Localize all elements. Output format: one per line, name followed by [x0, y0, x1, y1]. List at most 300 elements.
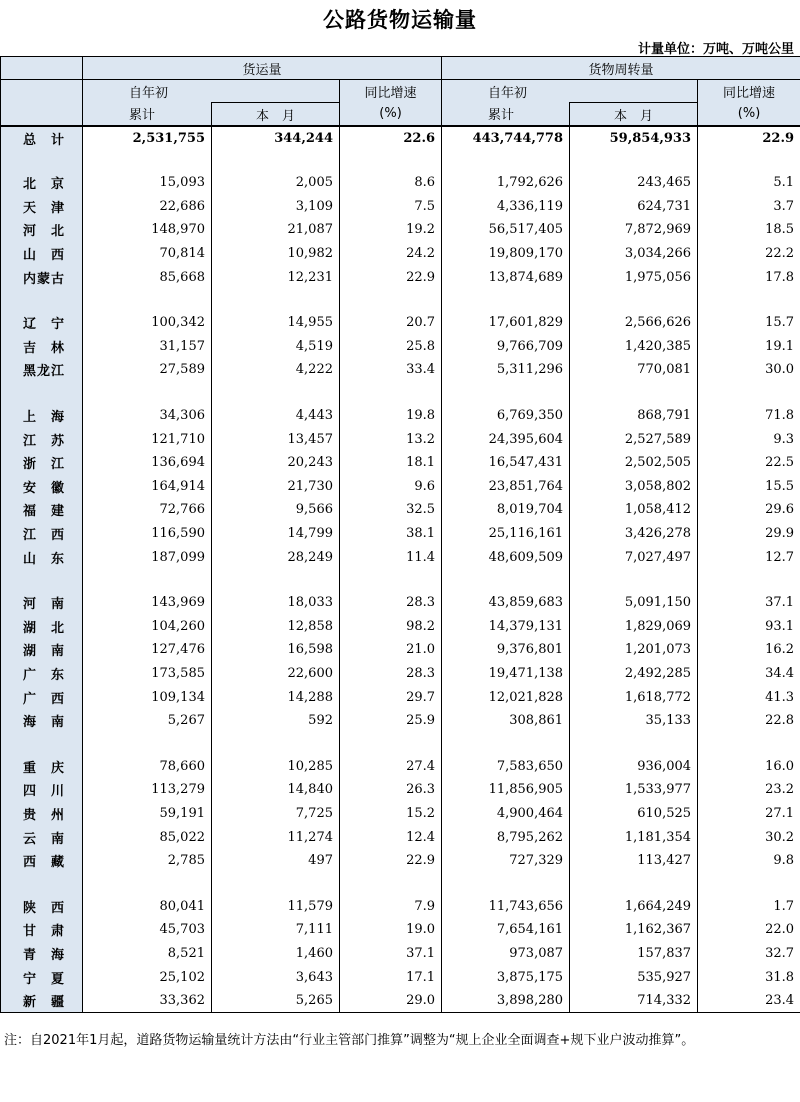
freight-cumulative: 109,134	[83, 685, 212, 709]
row-name: 上海	[1, 404, 83, 428]
turnover-month: 1,829,069	[570, 615, 698, 639]
turnover-cumulative: 5,311,296	[442, 358, 570, 382]
empty-cell	[442, 872, 570, 894]
freight-month: 14,955	[212, 311, 340, 335]
empty-cell	[212, 149, 340, 171]
freight-month: 21,087	[212, 218, 340, 242]
freight-cumulative: 45,703	[83, 918, 212, 942]
turnover-month: 2,527,589	[570, 427, 698, 451]
row-name: 吉林	[1, 335, 83, 359]
table-row	[1, 358, 800, 382]
turnover-cumulative: 24,395,604	[442, 427, 570, 451]
turnover-month: 157,837	[570, 942, 698, 966]
freight-cumulative: 113,279	[83, 778, 212, 802]
row-name: 辽宁	[1, 311, 83, 335]
freight-yoy: 17.1	[340, 965, 442, 989]
freight-yoy: 9.6	[340, 475, 442, 499]
turnover-month: 1,181,354	[570, 825, 698, 849]
turnover-yoy: 22.2	[698, 242, 800, 266]
turnover-yoy: 16.2	[698, 638, 800, 662]
turnover-cumulative: 13,874,689	[442, 265, 570, 289]
table-row	[1, 171, 800, 195]
freight-month: 592	[212, 709, 340, 733]
freight-yoy: 7.5	[340, 195, 442, 219]
turnover-month: 2,502,505	[570, 451, 698, 475]
table-row	[1, 498, 800, 522]
turnover-month: 1,533,977	[570, 778, 698, 802]
freight-cumulative: 2,531,755	[83, 126, 212, 149]
table-row	[1, 685, 800, 709]
turnover-cumulative: 8,795,262	[442, 825, 570, 849]
freight-yoy: 29.7	[340, 685, 442, 709]
freight-cumulative: 70,814	[83, 242, 212, 266]
empty-cell	[698, 872, 800, 894]
freight-month: 11,274	[212, 825, 340, 849]
turnover-month: 1,618,772	[570, 685, 698, 709]
freight-yoy: 7.9	[340, 894, 442, 918]
freight-yoy: 12.4	[340, 825, 442, 849]
freight-month: 10,285	[212, 754, 340, 778]
header-yoy-unit: (%)	[698, 103, 800, 127]
turnover-month: 868,791	[570, 404, 698, 428]
turnover-yoy: 30.2	[698, 825, 800, 849]
turnover-month: 2,566,626	[570, 311, 698, 335]
freight-yoy: 28.3	[340, 591, 442, 615]
turnover-yoy: 29.9	[698, 522, 800, 546]
row-name: 甘肃	[1, 918, 83, 942]
empty-cell	[442, 149, 570, 171]
turnover-cumulative: 19,809,170	[442, 242, 570, 266]
freight-month: 22,600	[212, 662, 340, 686]
header-turnover: 货物周转量	[442, 57, 800, 80]
freight-cumulative: 173,585	[83, 662, 212, 686]
row-name: 江苏	[1, 427, 83, 451]
table-row	[1, 638, 800, 662]
empty-cell	[340, 732, 442, 754]
turnover-month: 1,162,367	[570, 918, 698, 942]
empty-cell	[340, 872, 442, 894]
freight-month: 344,244	[212, 126, 340, 149]
turnover-yoy: 27.1	[698, 802, 800, 826]
table-row	[1, 522, 800, 546]
header-ytd: 自年初	[442, 80, 698, 103]
turnover-cumulative: 3,898,280	[442, 989, 570, 1013]
freight-month: 10,982	[212, 242, 340, 266]
freight-cumulative: 5,267	[83, 709, 212, 733]
empty-cell	[570, 732, 698, 754]
turnover-yoy: 15.7	[698, 311, 800, 335]
empty-cell	[83, 149, 212, 171]
freight-yoy: 8.6	[340, 171, 442, 195]
turnover-cumulative: 7,583,650	[442, 754, 570, 778]
freight-yoy: 24.2	[340, 242, 442, 266]
freight-month: 7,111	[212, 918, 340, 942]
row-name: 浙江	[1, 451, 83, 475]
freight-cumulative: 85,022	[83, 825, 212, 849]
empty-cell	[83, 382, 212, 404]
freight-yoy: 98.2	[340, 615, 442, 639]
turnover-cumulative: 11,856,905	[442, 778, 570, 802]
header-corner	[1, 80, 83, 103]
spacer-row	[1, 872, 800, 894]
row-name: 内蒙古	[1, 265, 83, 289]
header-month: 本 月	[570, 103, 698, 127]
table-row	[1, 404, 800, 428]
empty-cell	[698, 289, 800, 311]
turnover-month: 610,525	[570, 802, 698, 826]
table-row	[1, 242, 800, 266]
turnover-yoy: 37.1	[698, 591, 800, 615]
freight-yoy: 22.9	[340, 849, 442, 873]
freight-cumulative: 187,099	[83, 545, 212, 569]
unit-label: 计量单位：万吨、万吨公里	[637, 42, 794, 57]
row-name: 陕西	[1, 894, 83, 918]
turnover-cumulative: 7,654,161	[442, 918, 570, 942]
turnover-yoy: 71.8	[698, 404, 800, 428]
turnover-yoy: 17.8	[698, 265, 800, 289]
turnover-yoy: 9.3	[698, 427, 800, 451]
freight-cumulative: 143,969	[83, 591, 212, 615]
page-title: 公路货物运输量	[323, 8, 477, 32]
spacer-row	[1, 732, 800, 754]
freight-month: 21,730	[212, 475, 340, 499]
freight-cumulative: 33,362	[83, 989, 212, 1013]
freight-cumulative: 2,785	[83, 849, 212, 873]
turnover-yoy: 9.8	[698, 849, 800, 873]
turnover-month: 3,426,278	[570, 522, 698, 546]
table-row	[1, 451, 800, 475]
freight-yoy: 19.8	[340, 404, 442, 428]
total-row	[1, 126, 800, 149]
empty-cell	[570, 289, 698, 311]
row-name: 广东	[1, 662, 83, 686]
turnover-cumulative: 14,379,131	[442, 615, 570, 639]
row-name	[1, 149, 83, 171]
table-row	[1, 989, 800, 1013]
freight-yoy: 32.5	[340, 498, 442, 522]
row-name: 新疆	[1, 989, 83, 1013]
freight-cumulative: 27,589	[83, 358, 212, 382]
freight-cumulative: 31,157	[83, 335, 212, 359]
row-name: 福建	[1, 498, 83, 522]
table-row	[1, 615, 800, 639]
turnover-yoy: 22.5	[698, 451, 800, 475]
table-row	[1, 662, 800, 686]
freight-yoy: 11.4	[340, 545, 442, 569]
empty-cell	[83, 732, 212, 754]
row-name: 安徽	[1, 475, 83, 499]
turnover-yoy: 18.5	[698, 218, 800, 242]
turnover-month: 1,420,385	[570, 335, 698, 359]
turnover-yoy: 16.0	[698, 754, 800, 778]
freight-month: 7,725	[212, 802, 340, 826]
table-row	[1, 825, 800, 849]
table-row	[1, 894, 800, 918]
freight-month: 2,005	[212, 171, 340, 195]
freight-month: 18,033	[212, 591, 340, 615]
freight-yoy: 22.9	[340, 265, 442, 289]
freight-table	[0, 56, 800, 1013]
table-row	[1, 195, 800, 219]
freight-cumulative: 72,766	[83, 498, 212, 522]
turnover-month: 1,058,412	[570, 498, 698, 522]
row-name: 海南	[1, 709, 83, 733]
freight-cumulative: 85,668	[83, 265, 212, 289]
row-name: 总 计	[1, 126, 83, 149]
turnover-month: 714,332	[570, 989, 698, 1013]
turnover-yoy: 30.0	[698, 358, 800, 382]
row-name: 四川	[1, 778, 83, 802]
turnover-cumulative: 8,019,704	[442, 498, 570, 522]
turnover-cumulative: 19,471,138	[442, 662, 570, 686]
table-row	[1, 802, 800, 826]
freight-cumulative: 15,093	[83, 171, 212, 195]
freight-cumulative: 116,590	[83, 522, 212, 546]
turnover-month: 624,731	[570, 195, 698, 219]
empty-cell	[698, 569, 800, 591]
freight-month: 12,231	[212, 265, 340, 289]
freight-month: 13,457	[212, 427, 340, 451]
freight-month: 5,265	[212, 989, 340, 1013]
turnover-month: 1,201,073	[570, 638, 698, 662]
freight-month: 3,643	[212, 965, 340, 989]
freight-yoy: 19.2	[340, 218, 442, 242]
header-yoy: 同比增速	[340, 80, 442, 103]
turnover-yoy: 41.3	[698, 685, 800, 709]
row-name: 山东	[1, 545, 83, 569]
turnover-yoy: 15.5	[698, 475, 800, 499]
turnover-month: 243,465	[570, 171, 698, 195]
turnover-yoy: 34.4	[698, 662, 800, 686]
turnover-cumulative: 16,547,431	[442, 451, 570, 475]
freight-yoy: 38.1	[340, 522, 442, 546]
row-name: 河南	[1, 591, 83, 615]
turnover-cumulative: 6,769,350	[442, 404, 570, 428]
turnover-month: 59,854,933	[570, 126, 698, 149]
header-corner	[1, 57, 83, 80]
turnover-month: 535,927	[570, 965, 698, 989]
turnover-cumulative: 23,851,764	[442, 475, 570, 499]
row-name: 贵州	[1, 802, 83, 826]
freight-month: 4,443	[212, 404, 340, 428]
row-name: 重庆	[1, 754, 83, 778]
freight-yoy: 13.2	[340, 427, 442, 451]
turnover-cumulative: 12,021,828	[442, 685, 570, 709]
turnover-cumulative: 3,875,175	[442, 965, 570, 989]
turnover-cumulative: 308,861	[442, 709, 570, 733]
turnover-month: 113,427	[570, 849, 698, 873]
empty-cell	[340, 289, 442, 311]
empty-cell	[570, 569, 698, 591]
spacer-row	[1, 289, 800, 311]
freight-cumulative: 136,694	[83, 451, 212, 475]
turnover-cumulative: 973,087	[442, 942, 570, 966]
header-cumulative: 累计	[442, 103, 570, 127]
empty-cell	[698, 732, 800, 754]
row-name: 江西	[1, 522, 83, 546]
turnover-yoy: 29.6	[698, 498, 800, 522]
turnover-cumulative: 56,517,405	[442, 218, 570, 242]
freight-cumulative: 22,686	[83, 195, 212, 219]
table-row	[1, 545, 800, 569]
freight-yoy: 25.9	[340, 709, 442, 733]
turnover-month: 7,027,497	[570, 545, 698, 569]
row-name: 北京	[1, 171, 83, 195]
freight-month: 16,598	[212, 638, 340, 662]
turnover-yoy: 22.0	[698, 918, 800, 942]
header-ytd: 自年初	[83, 80, 340, 103]
turnover-cumulative: 727,329	[442, 849, 570, 873]
empty-cell	[570, 382, 698, 404]
empty-cell	[570, 149, 698, 171]
empty-cell	[83, 289, 212, 311]
table-row	[1, 218, 800, 242]
header-yoy-unit: (%)	[340, 103, 442, 127]
empty-cell	[212, 732, 340, 754]
row-name: 天津	[1, 195, 83, 219]
turnover-cumulative: 25,116,161	[442, 522, 570, 546]
table-row	[1, 849, 800, 873]
table-row	[1, 475, 800, 499]
header-cumulative: 累计	[83, 103, 212, 127]
row-name: 湖北	[1, 615, 83, 639]
turnover-cumulative: 43,859,683	[442, 591, 570, 615]
empty-cell	[698, 382, 800, 404]
freight-cumulative: 34,306	[83, 404, 212, 428]
row-name: 云南	[1, 825, 83, 849]
turnover-cumulative: 11,743,656	[442, 894, 570, 918]
freight-month: 14,288	[212, 685, 340, 709]
turnover-month: 770,081	[570, 358, 698, 382]
freight-yoy: 19.0	[340, 918, 442, 942]
table-row	[1, 335, 800, 359]
turnover-cumulative: 9,376,801	[442, 638, 570, 662]
freight-month: 3,109	[212, 195, 340, 219]
row-name	[1, 569, 83, 591]
freight-month: 1,460	[212, 942, 340, 966]
turnover-month: 7,872,969	[570, 218, 698, 242]
row-name	[1, 382, 83, 404]
spacer-row	[1, 382, 800, 404]
freight-yoy: 22.6	[340, 126, 442, 149]
turnover-yoy: 22.8	[698, 709, 800, 733]
turnover-month: 35,133	[570, 709, 698, 733]
table-row	[1, 265, 800, 289]
header-month: 本 月	[212, 103, 340, 127]
table-row	[1, 311, 800, 335]
empty-cell	[442, 569, 570, 591]
empty-cell	[340, 149, 442, 171]
row-name: 宁夏	[1, 965, 83, 989]
freight-cumulative: 127,476	[83, 638, 212, 662]
row-name: 广西	[1, 685, 83, 709]
table-row	[1, 965, 800, 989]
table-row	[1, 754, 800, 778]
empty-cell	[570, 872, 698, 894]
turnover-yoy: 1.7	[698, 894, 800, 918]
turnover-month: 3,058,802	[570, 475, 698, 499]
freight-yoy: 29.0	[340, 989, 442, 1013]
footnote: 注：自2021年1月起，道路货物运输量统计方法由“行业主管部门推算”调整为“规上企业全面调查+规下业户波动推算”。	[4, 1033, 695, 1048]
empty-cell	[212, 289, 340, 311]
freight-yoy: 25.8	[340, 335, 442, 359]
freight-month: 28,249	[212, 545, 340, 569]
table-row	[1, 778, 800, 802]
spacer-row	[1, 569, 800, 591]
freight-cumulative: 164,914	[83, 475, 212, 499]
turnover-cumulative: 9,766,709	[442, 335, 570, 359]
turnover-yoy: 32.7	[698, 942, 800, 966]
freight-cumulative: 78,660	[83, 754, 212, 778]
freight-month: 14,799	[212, 522, 340, 546]
turnover-month: 2,492,285	[570, 662, 698, 686]
freight-yoy: 37.1	[340, 942, 442, 966]
turnover-yoy: 23.4	[698, 989, 800, 1013]
row-name: 西藏	[1, 849, 83, 873]
freight-cumulative: 104,260	[83, 615, 212, 639]
turnover-yoy: 12.7	[698, 545, 800, 569]
freight-cumulative: 8,521	[83, 942, 212, 966]
table-row	[1, 709, 800, 733]
row-name	[1, 289, 83, 311]
row-name: 黑龙江	[1, 358, 83, 382]
empty-cell	[83, 569, 212, 591]
freight-yoy: 26.3	[340, 778, 442, 802]
freight-yoy: 20.7	[340, 311, 442, 335]
freight-yoy: 28.3	[340, 662, 442, 686]
row-name: 山西	[1, 242, 83, 266]
freight-month: 12,858	[212, 615, 340, 639]
freight-month: 497	[212, 849, 340, 873]
empty-cell	[698, 149, 800, 171]
row-name: 湖南	[1, 638, 83, 662]
turnover-cumulative: 4,336,119	[442, 195, 570, 219]
turnover-yoy: 22.9	[698, 126, 800, 149]
header-freight-volume: 货运量	[83, 57, 442, 80]
freight-yoy: 33.4	[340, 358, 442, 382]
turnover-yoy: 3.7	[698, 195, 800, 219]
turnover-month: 936,004	[570, 754, 698, 778]
freight-yoy: 18.1	[340, 451, 442, 475]
empty-cell	[442, 289, 570, 311]
turnover-cumulative: 4,900,464	[442, 802, 570, 826]
turnover-yoy: 23.2	[698, 778, 800, 802]
row-name	[1, 872, 83, 894]
freight-month: 11,579	[212, 894, 340, 918]
freight-yoy: 27.4	[340, 754, 442, 778]
header-yoy: 同比增速	[698, 80, 800, 103]
header-corner	[1, 103, 83, 127]
table-row	[1, 591, 800, 615]
turnover-cumulative: 443,744,778	[442, 126, 570, 149]
row-name: 河北	[1, 218, 83, 242]
table-row	[1, 427, 800, 451]
freight-cumulative: 80,041	[83, 894, 212, 918]
empty-cell	[442, 732, 570, 754]
empty-cell	[442, 382, 570, 404]
spacer-row	[1, 149, 800, 171]
freight-month: 4,222	[212, 358, 340, 382]
turnover-month: 1,664,249	[570, 894, 698, 918]
freight-cumulative: 59,191	[83, 802, 212, 826]
freight-month: 9,566	[212, 498, 340, 522]
freight-month: 14,840	[212, 778, 340, 802]
turnover-yoy: 93.1	[698, 615, 800, 639]
freight-month: 20,243	[212, 451, 340, 475]
turnover-yoy: 19.1	[698, 335, 800, 359]
turnover-yoy: 31.8	[698, 965, 800, 989]
freight-yoy: 15.2	[340, 802, 442, 826]
